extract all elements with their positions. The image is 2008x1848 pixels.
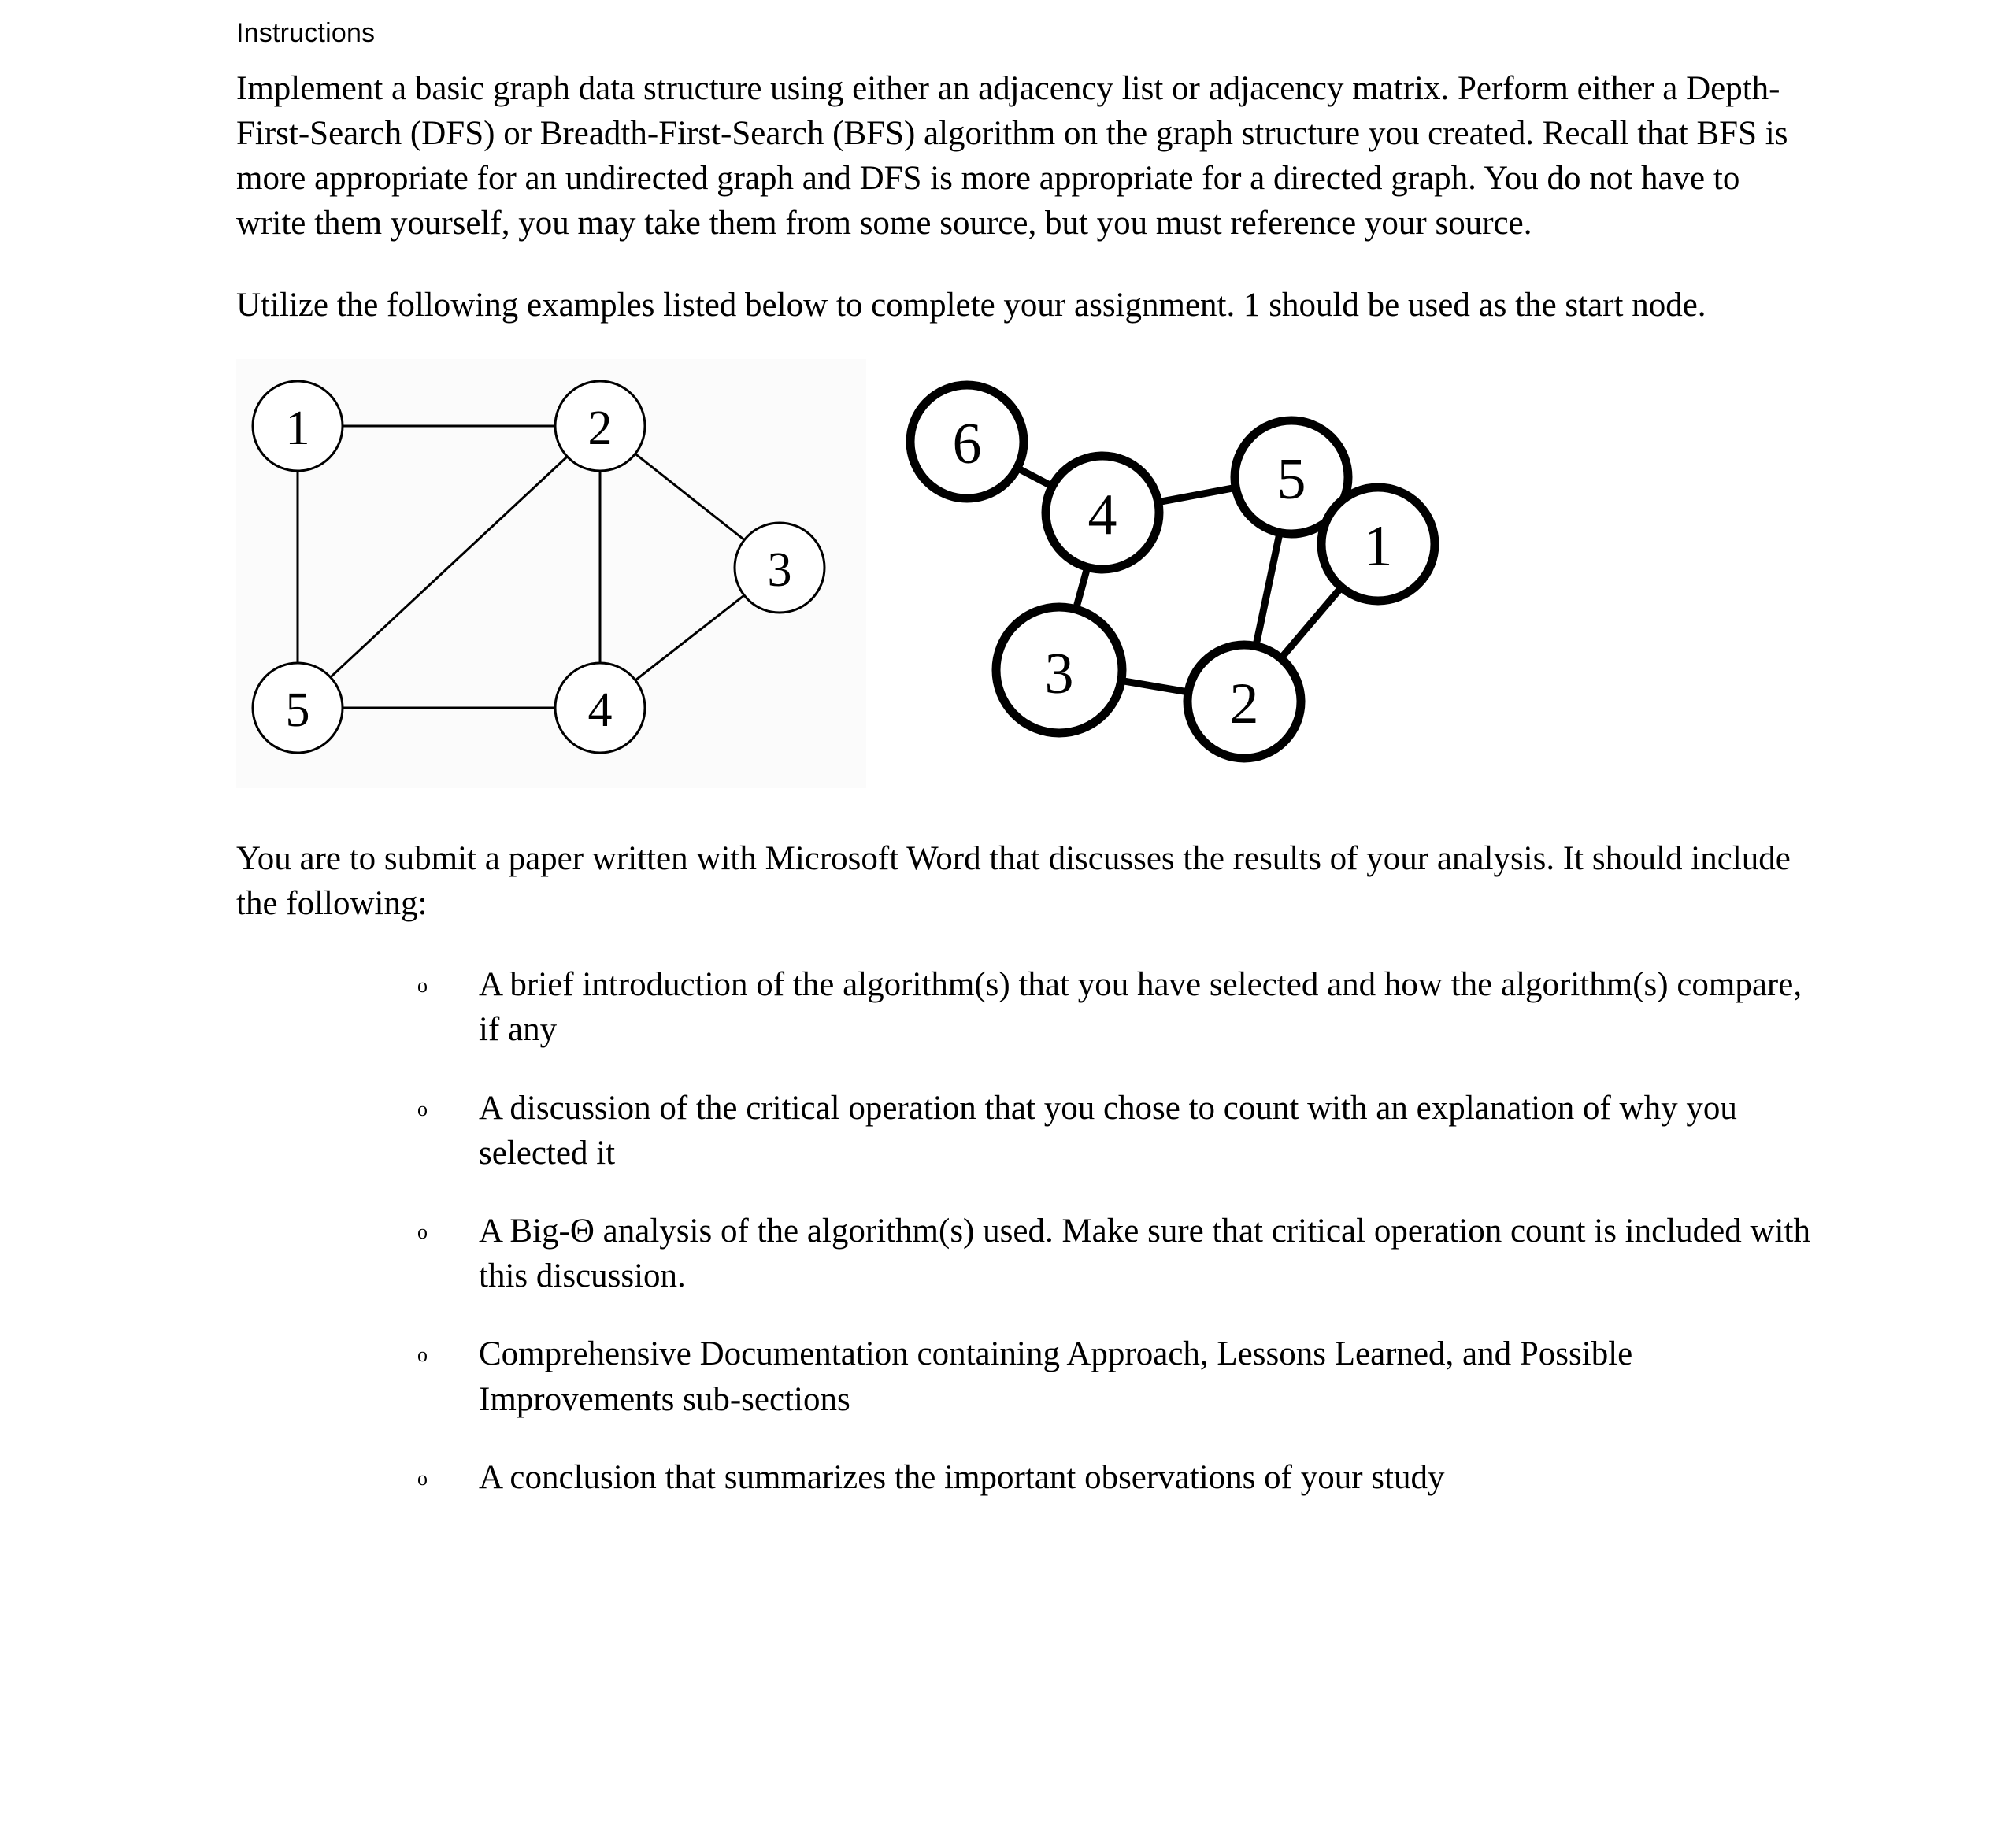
- bullet-marker-icon: o: [417, 974, 428, 998]
- node-label: 3: [767, 543, 792, 597]
- list-item: [236, 1331, 1866, 1421]
- list-item-label: A Big-Θ analysis of the algorithm(s) used. Make sure that critical operation count is included with this discussion.: [479, 1212, 1810, 1295]
- bullet-marker-icon: o: [417, 1097, 428, 1120]
- graph-figure-left: [236, 359, 866, 788]
- node-label: 6: [952, 411, 982, 476]
- list-item-label: A brief introduction of the algorithm(s) that you have selected and how the algorithm(s) compare, if any: [479, 966, 1802, 1049]
- node-label: 5: [1276, 446, 1306, 512]
- graph-figure-right: [866, 343, 1732, 800]
- node-label: 3: [1044, 641, 1074, 706]
- list-item: [236, 1455, 1866, 1502]
- list-item: [236, 1086, 1866, 1176]
- node-label: 1: [285, 401, 310, 455]
- bullet-marker-icon: o: [417, 1343, 428, 1367]
- paragraph-instructions: Implement a basic graph data structure using either an adjacency list or adjacency matrix. Perform either a Depth-First-Search (DFS) or Breadth-First-Search (BFS) algorithm on the graph structure you created. Recall that BFS is more appropriate for an undirected graph and DFS is more appropriate for a directed graph. You do not have to write them yourself, you may take them from some source, but you must reference your source.: [236, 69, 1788, 243]
- node-label: 1: [1363, 513, 1393, 579]
- node-label: 2: [587, 401, 613, 455]
- bullet-marker-icon: o: [417, 1466, 428, 1490]
- page-title: Instructions: [236, 18, 376, 48]
- figures-container: [236, 359, 1866, 816]
- bullet-marker-icon: o: [417, 1220, 428, 1243]
- list-item: [236, 1209, 1866, 1298]
- list-item: [236, 962, 1866, 1052]
- paragraph-examples: Utilize the following examples listed below to complete your assignment. 1 should be used as the start node.: [236, 286, 1706, 324]
- node-label: 4: [587, 683, 613, 737]
- node-label: 5: [285, 683, 310, 737]
- node-label: 2: [1229, 671, 1259, 736]
- paragraph-submission: You are to submit a paper written with Microsoft Word that discusses the results of your analysis. It should include the following:: [236, 839, 1791, 923]
- node-label: 4: [1087, 482, 1117, 547]
- list-item-label: A conclusion that summarizes the important observations of your study: [479, 1458, 1445, 1496]
- list-item-label: A discussion of the critical operation that you chose to count with an explanation of why you selected it: [479, 1089, 1737, 1172]
- list-item-label: Comprehensive Documentation containing Approach, Lessons Learned, and Possible Improvements sub-sections: [479, 1335, 1633, 1418]
- requirements-list: [236, 962, 1866, 1502]
